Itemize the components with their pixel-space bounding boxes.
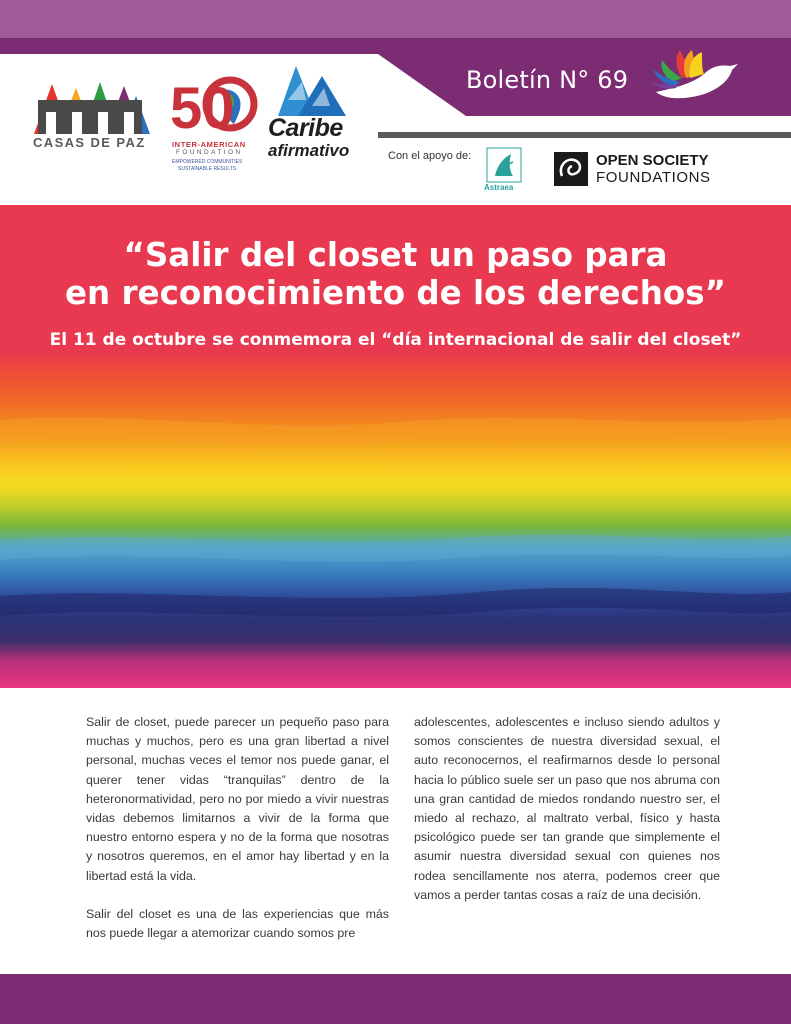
paragraph: adolescentes, adolescentes e incluso siendo adultos y somos conscientes de nuestra diversidad sexual, el auto reconocernos, el reafirmarnos desde lo personal hacia lo público suele ser un paso que nos abruma con una gran cantidad de miedos rondando nuestro ser, el miedo al rechazo, al maltrato verbal, físico y hasta psicológico puede ser tan grande que simplemente el asumir nuestra diversidad sexual con quienes nos rodea sencillamente nos aterra, podemos creer que vamos a perder tantas cosas a raíz de una decisión.: [414, 715, 720, 902]
paragraph: Salir del closet es una de las experiencias que más nos puede llegar a atemorizar cuando somos pre: [86, 906, 389, 941]
inter-american-foundation-logo: [168, 68, 258, 140]
support-label: Con el apoyo de:: [388, 150, 472, 162]
astraea-name: Astraea: [484, 183, 514, 192]
svg-text:50: 50: [170, 76, 235, 140]
rainbow-paint-image: [0, 350, 791, 688]
paragraph: Salir de closet, puede parecer un pequeño paso para muchas y muchos, pero es una gran libertad a nivel personal, muchas veces el temor nos puede ganar, el querer tener vidas “tranquilas” dentro de la heteronormatividad, pero no por miedo a vivir nuestras vidas debemos limitarnos a vivir de la forma que nuestro entorno espera y no de la forma que nosotras y nosotros queremos, en el amor hay libertad y en la libertad está la vida.: [86, 715, 389, 883]
caribe-afirmativo-logo: [272, 62, 348, 118]
dove-icon: [652, 48, 740, 108]
header-rule: [378, 132, 791, 138]
caribe-subname: afirmativo: [268, 141, 350, 160]
casas-de-paz-name: CASAS DE PAZ: [33, 135, 146, 150]
bulletin-number: Boletín N° 69: [466, 66, 629, 94]
osf-name-line2: FOUNDATIONS: [596, 169, 711, 186]
article-subheadline: El 11 de octubre se conmemora el “día internacional de salir del closet”: [49, 330, 742, 350]
top-bar: [0, 0, 791, 38]
body-column-1: [86, 713, 389, 962]
headline-line2: en reconocimiento de los derechos”: [65, 274, 726, 312]
iaf-tagline-line2: SUSTAINABLE RESULTS: [178, 166, 237, 172]
article-headline: [0, 236, 791, 312]
open-society-logo: [554, 152, 588, 186]
headline-line1: “Salir del closet un paso para: [123, 236, 668, 274]
iaf-name-line2: FOUNDATION: [176, 149, 243, 156]
iaf-name-line1: INTER-AMERICAN: [172, 140, 246, 149]
iaf-tagline-line1: EMPOWERED COMMUNITIES: [172, 159, 243, 165]
body-column-2: [414, 713, 720, 924]
osf-name-line1: OPEN SOCIETY: [596, 152, 709, 169]
footer-bar: [0, 974, 791, 1024]
caribe-name: Caribe: [268, 114, 343, 142]
